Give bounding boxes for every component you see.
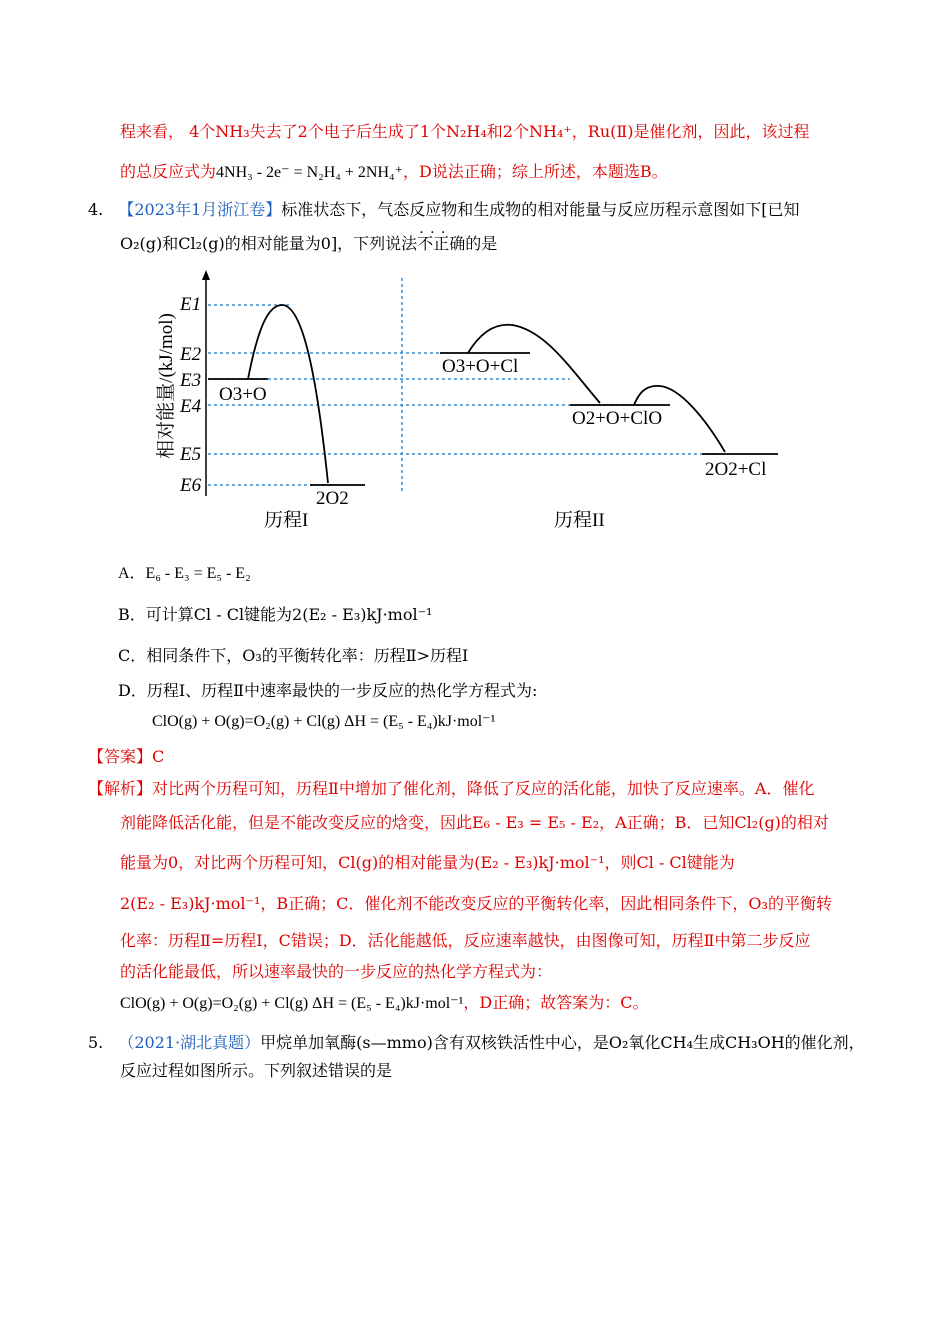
q5-stem-line-1 (88, 1032, 865, 1054)
level-E5: E5 (180, 444, 202, 465)
q5-stem-1: 甲烷单加氧酶(s—mmo)含有双核铁活性中心，是O₂氧化CH₄生成CH₃OH的催化剂， (260, 1033, 865, 1052)
q4-source: 【2023年1月浙江卷】 (118, 200, 282, 219)
option-D: D．历程Ⅰ、历程Ⅱ中速率最快的一步反应的热化学方程式为: (118, 681, 538, 700)
analysis-line-1 (88, 778, 814, 800)
q4-stem-line-1 (88, 199, 800, 221)
level-E2: E2 (180, 344, 202, 365)
species-2O2: 2O2 (316, 488, 349, 509)
prev-analysis-line-2 (120, 161, 668, 184)
analysis-conclusion: ，D正确；故答案为：C。 (463, 993, 649, 1012)
path2-label: 历程II (554, 510, 605, 531)
level-E4: E4 (180, 396, 202, 417)
option-D-equation: ClO(g) + O(g)=O₂(g) + Cl(g) ΔH = (E₅ - E₄)kJ·mol⁻¹ (152, 713, 496, 730)
overall-equation: 4NH₃ - 2e⁻ = N₂H₄ + 2NH₄⁺ (216, 164, 404, 181)
level-E1: E1 (180, 294, 202, 315)
species-O3-O-Cl: O3+O+Cl (442, 356, 519, 377)
q4-number: 4. (88, 200, 104, 219)
analysis-line-7 (120, 992, 649, 1015)
prev-analysis-line-2b: ，D说法正确；综上所述，本题选B。 (403, 162, 668, 181)
answer: 【答案】C (88, 747, 165, 766)
species-2O2-Cl: 2O2+Cl (705, 459, 767, 480)
path1-label: 历程I (264, 510, 309, 531)
q4-stem-2a: O₂(g)和Cl₂(g)的相对能量为0]，下列说法 (120, 234, 418, 253)
guide-lines (208, 278, 715, 493)
prev-analysis-line-1: 程来看， 4个NH₃失去了2个电子后生成了1个N₂H₄和2个NH₄⁺，Ru(Ⅱ)是催化剂，因此，该过程 (120, 122, 810, 141)
energy-diagram (150, 268, 800, 540)
q5-stem-line-2: 反应过程如图所示。下列叙述错误的是 (120, 1061, 393, 1080)
analysis-line-4: 2(E₂ - E₃)kJ·mol⁻¹，B正确；C．催化剂不能改变反应的平衡转化率，因此相同条件下，O₃的平衡转 (120, 894, 832, 913)
analysis-line-2: 剂能降低活化能，但是不能改变反应的焓变，因此E₆ - E₃ = E₅ - E₂，A正确；B．已知Cl₂(g)的相对 (120, 813, 829, 832)
option-A: A．E₆ - E₃ = E₅ - E₂ (118, 565, 251, 582)
y-axis-label: 相对能量/(kJ/mol) (156, 313, 177, 459)
q4-stem-2b: 的是 (465, 234, 498, 253)
species-O3-O: O3+O (219, 384, 267, 405)
q5-number: 5. (88, 1033, 104, 1052)
y-axis-arrow (202, 270, 210, 280)
species-O2-O-ClO: O2+O+ClO (572, 408, 663, 429)
q4-stem-1: 标准状态下，气态反应物和生成物的相对能量与反应历程示意图如下[已知 (281, 200, 800, 219)
analysis-equation: ClO(g) + O(g)=O₂(g) + Cl(g) ΔH = (E₅ - E₄)kJ·mol⁻¹ (120, 995, 464, 1012)
level-E6: E6 (180, 475, 202, 496)
analysis-line-3: 能量为0，对比两个历程可知，Cl(g)的相对能量为(E₂ - E₃)kJ·mol⁻¹，则Cl - Cl键能为 (120, 853, 735, 872)
q4-stem-line-2 (120, 233, 497, 255)
analysis-text-1: 对比两个历程可知，历程Ⅱ中增加了催化剂，降低了反应的活化能，加快了反应速率。A．催化 (152, 779, 815, 798)
analysis-line-5: 化率：历程Ⅱ=历程Ⅰ，C错误；D．活化能越低，反应速率越快，由图像可知，历程Ⅱ中第二步反应 (120, 931, 811, 950)
analysis-line-6: 的活化能最低，所以速率最快的一步反应的热化学方程式为： (120, 962, 553, 981)
level-E3: E3 (180, 370, 202, 391)
q4-stem-emphasis: 不正确 · · · (417, 234, 465, 253)
option-C: C．相同条件下，O₃的平衡转化率：历程Ⅱ>历程Ⅰ (118, 646, 469, 665)
option-B: B．可计算Cl - Cl键能为2(E₂ - E₃)kJ·mol⁻¹ (118, 605, 433, 624)
q5-source: （2021·湖北真题） (118, 1033, 261, 1052)
prev-analysis-line-2a: 的总反应式为 (120, 162, 217, 181)
analysis-tag: 【解析】 (88, 779, 153, 798)
